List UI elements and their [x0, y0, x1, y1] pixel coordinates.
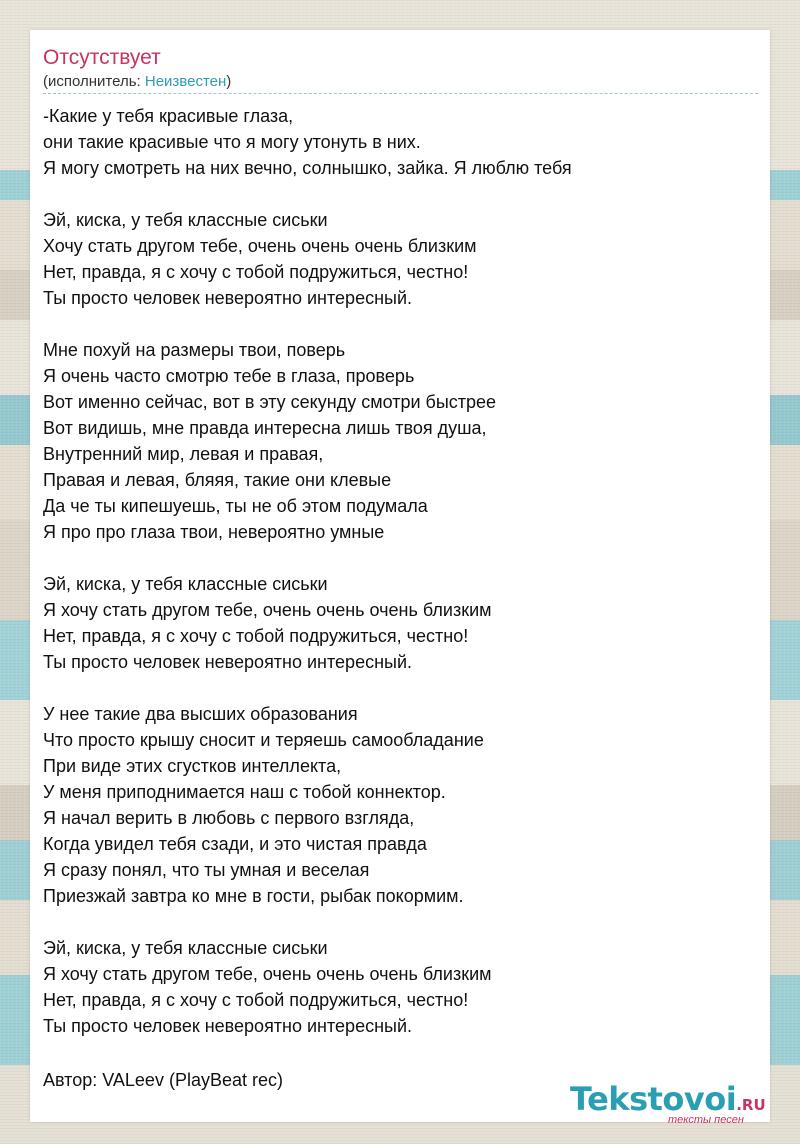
lyrics-stanza [43, 571, 758, 675]
lyrics-stanza [43, 207, 758, 311]
lyrics-line: Что просто крышу сносит и теряешь самообладание [43, 730, 484, 750]
lyrics-line: Ты просто человек невероятно интересный. [43, 652, 413, 672]
lyrics-line: Я хочу стать другом тебе, очень очень очень близким [43, 600, 492, 620]
lyrics-line: Я сразу понял, что ты умная и веселая [43, 860, 370, 880]
lyrics-line: Вот видишь, мне правда интересна лишь твоя душа, [43, 418, 487, 438]
logo-main-text: Tekstovoi [570, 1080, 737, 1118]
lyrics-stanza [43, 935, 758, 1039]
lyrics-line: Я про про глаза твои, невероятно умные [43, 522, 385, 542]
lyrics-line: Эй, киска, у тебя классные сиськи [43, 574, 328, 594]
lyrics-line: Приезжай завтра ко мне в гости, рыбак покормим. [43, 886, 464, 906]
artist-suffix: ) [226, 73, 232, 90]
lyrics-body [43, 103, 758, 1065]
lyrics-line: У меня приподнимается наш с тобой коннектор. [43, 782, 446, 802]
lyrics-line: Правая и левая, бляяя, такие они клевые [43, 470, 392, 490]
artist-prefix: (исполнитель: [43, 73, 145, 90]
lyrics-line: Я хочу стать другом тебе, очень очень очень близким [43, 964, 492, 984]
lyrics-line: Я начал верить в любовь с первого взгляда, [43, 808, 415, 828]
lyrics-line: Да че ты кипешуешь, ты не об этом подумала [43, 496, 428, 516]
lyrics-line: они такие красивые что я могу утонуть в них. [43, 132, 421, 152]
lyrics-line: Нет, правда, я с хочу с тобой подружиться, честно! [43, 626, 469, 646]
lyrics-line: Нет, правда, я с хочу с тобой подружиться, честно! [43, 990, 469, 1010]
lyrics-sheet [30, 30, 770, 1126]
lyrics-line: Мне похуй на размеры твои, поверь [43, 340, 346, 360]
lyrics-line: Эй, киска, у тебя классные сиськи [43, 938, 328, 958]
lyrics-stanza [43, 103, 758, 181]
lyrics-line: Я очень часто смотрю тебе в глаза, проверь [43, 366, 415, 386]
lyrics-line: Я могу смотреть на них вечно, солнышко, зайка. Я люблю тебя [43, 158, 572, 178]
logo-tagline: тексты песен [668, 1114, 744, 1126]
lyrics-line: Внутренний мир, левая и правая, [43, 444, 324, 464]
site-logo[interactable] [570, 1080, 770, 1126]
lyrics-stanza [43, 337, 758, 545]
lyrics-line: Эй, киска, у тебя классные сиськи [43, 210, 328, 230]
artist-link[interactable]: Неизвестен [144, 73, 227, 90]
lyrics-line: При виде этих сгустков интеллекта, [43, 756, 342, 776]
lyrics-stanza [43, 701, 758, 909]
lyrics-line: Вот именно сейчас, вот в эту секунду смотри быстрее [43, 392, 497, 412]
lyrics-line: Ты просто человек невероятно интересный. [43, 288, 413, 308]
lyrics-line: -Какие у тебя красивые глаза, [43, 106, 294, 126]
dashed-divider [43, 93, 758, 94]
logo-tld: .RU [736, 1096, 766, 1114]
lyrics-line: Когда увидел тебя сзади, и это чистая правда [43, 834, 427, 854]
artist-line [43, 73, 231, 91]
lyrics-line: Нет, правда, я с хочу с тобой подружиться, честно! [43, 262, 469, 282]
lyrics-line: У нее такие два высших образования [43, 704, 358, 724]
song-title: Отсутствует [43, 46, 161, 69]
author-credit: Автор: VALeev (PlayBeat rec) [43, 1070, 283, 1090]
lyrics-line: Ты просто человек невероятно интересный. [43, 1016, 413, 1036]
lyrics-line: Хочу стать другом тебе, очень очень очень близким [43, 236, 477, 256]
